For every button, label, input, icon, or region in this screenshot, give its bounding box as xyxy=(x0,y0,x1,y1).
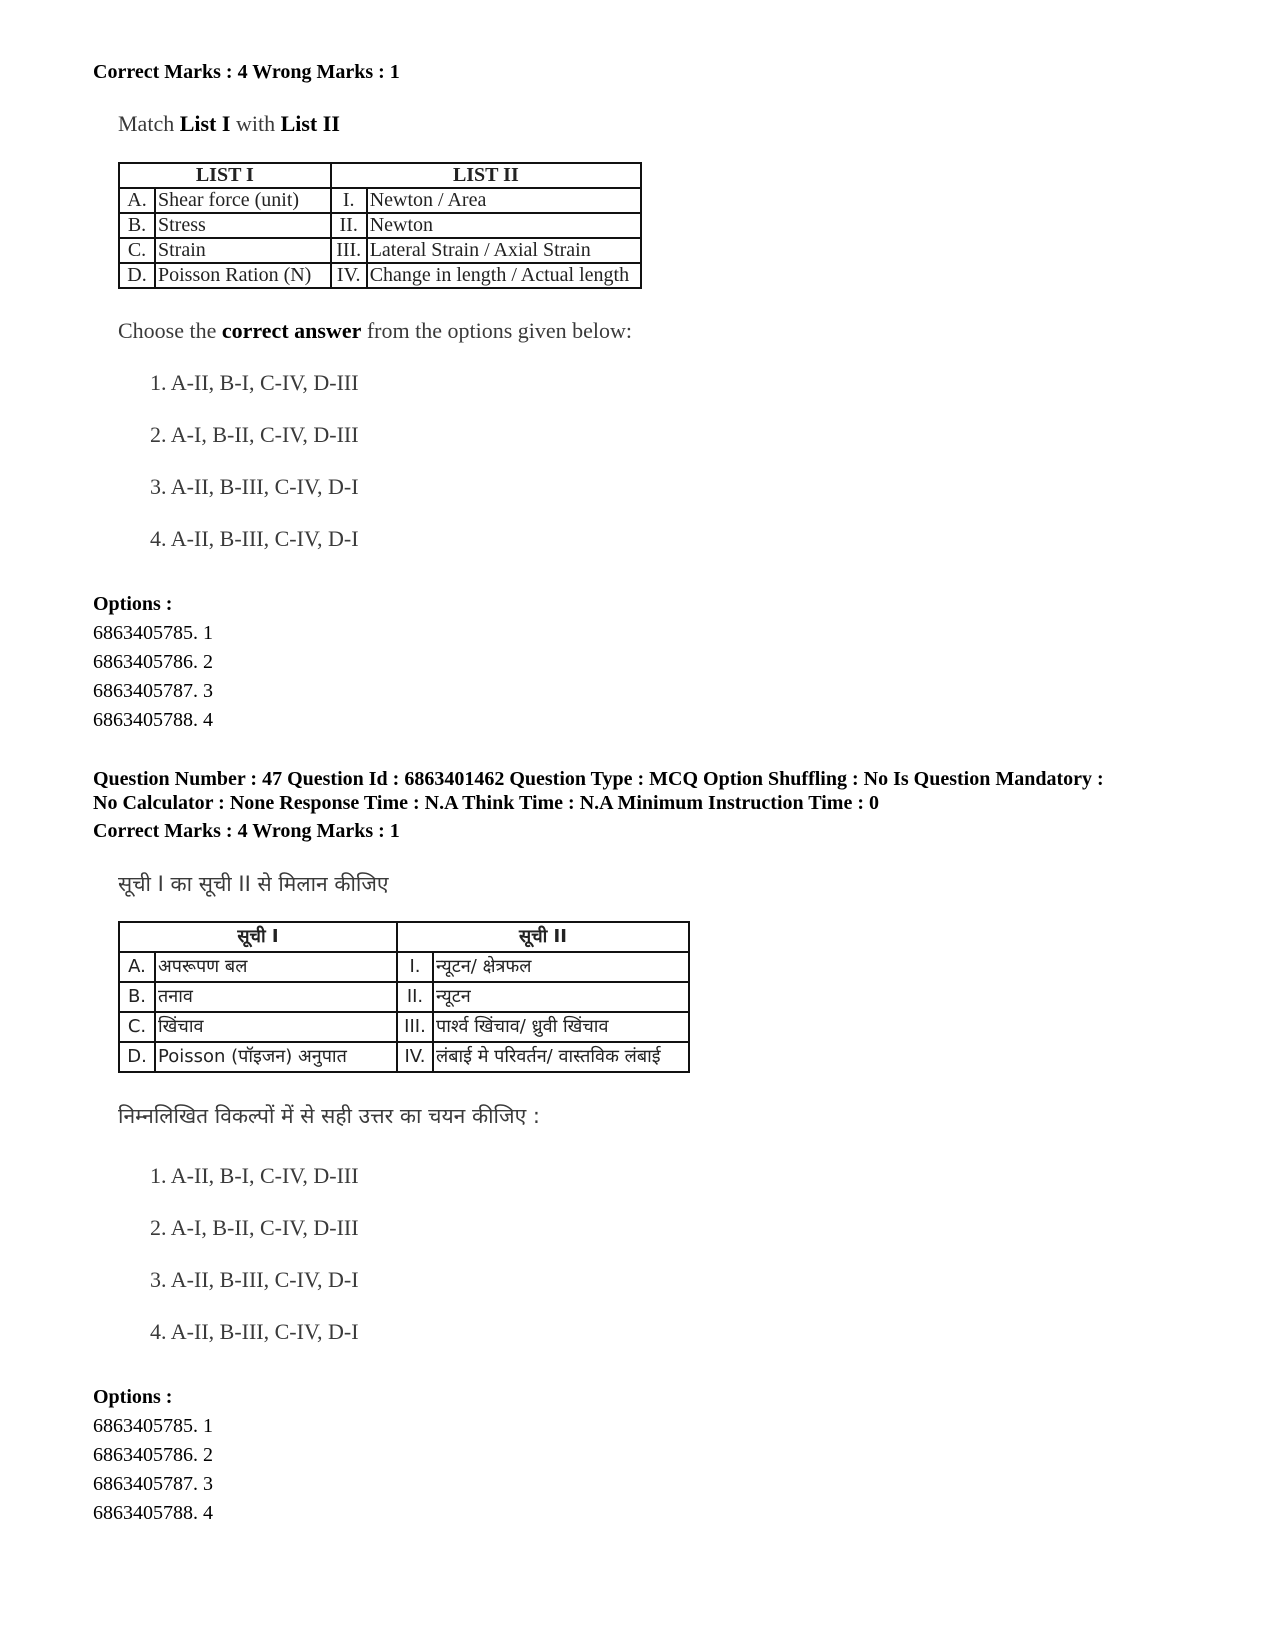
row-list2-item: Newton xyxy=(367,213,641,238)
row-numeral: I. xyxy=(397,952,433,982)
options-list xyxy=(93,1412,213,1528)
row-list1-item: Strain xyxy=(155,238,331,263)
answer-choice: 4. A-II, B-III, C-IV, D-I xyxy=(150,526,359,551)
table-row xyxy=(119,1012,689,1042)
match-table xyxy=(118,162,642,289)
question-intro xyxy=(118,111,340,137)
row-list1-item: Poisson (पॉइजन) अनुपात xyxy=(155,1042,397,1072)
answer-choice: 1. A-II, B-I, C-IV, D-III xyxy=(150,1163,359,1188)
table-row xyxy=(119,263,641,288)
row-letter: D. xyxy=(119,263,155,288)
answer-choice: 3. A-II, B-III, C-IV, D-I xyxy=(150,474,359,499)
option-item: 6863405786. 2 xyxy=(93,651,213,673)
row-numeral: II. xyxy=(397,982,433,1012)
option-item: 6863405785. 1 xyxy=(93,1415,213,1437)
table-header-list2: सूची II xyxy=(397,922,689,952)
table-header-list1: LIST I xyxy=(119,163,331,188)
row-numeral: III. xyxy=(331,238,367,263)
row-letter: B. xyxy=(119,213,155,238)
row-numeral: I. xyxy=(331,188,367,213)
intro-pre: Match xyxy=(118,111,180,136)
intro-mid: with xyxy=(230,111,281,136)
intro-bold-1: List I xyxy=(179,111,231,136)
answer-choice: 3. A-II, B-III, C-IV, D-I xyxy=(150,1267,359,1292)
row-numeral: II. xyxy=(331,213,367,238)
question-header-line1: Question Number : 47 Question Id : 6863401462 Question Type : MCQ Option Shuffling : No Is Question Mandatory : xyxy=(93,768,1104,790)
options-list xyxy=(93,619,213,735)
option-item: 6863405788. 4 xyxy=(93,1502,213,1524)
answer-choice: 2. A-I, B-II, C-IV, D-III xyxy=(150,1215,359,1240)
intro-bold-2: List II xyxy=(280,111,340,136)
row-list2-item: Lateral Strain / Axial Strain xyxy=(367,238,641,263)
options-label: Options : xyxy=(93,1386,173,1408)
row-list2-item: न्यूटन xyxy=(433,982,689,1012)
row-numeral: IV. xyxy=(331,263,367,288)
marks-line: Correct Marks : 4 Wrong Marks : 1 xyxy=(93,820,400,842)
row-letter: A. xyxy=(119,188,155,213)
answer-choice: 1. A-II, B-I, C-IV, D-III xyxy=(150,370,359,395)
table-header-row xyxy=(119,922,689,952)
question-header-line2: No Calculator : None Response Time : N.A Think Time : N.A Minimum Instruction Time : 0 xyxy=(93,792,879,814)
row-list1-item: Stress xyxy=(155,213,331,238)
marks-line: Correct Marks : 4 Wrong Marks : 1 xyxy=(93,61,400,83)
row-letter: C. xyxy=(119,1012,155,1042)
table-header-row xyxy=(119,163,641,188)
choose-post: from the options given below: xyxy=(361,318,633,343)
row-list2-item: पार्श्व खिंचाव/ ध्रुवी खिंचाव xyxy=(433,1012,689,1042)
row-list1-item: खिंचाव xyxy=(155,1012,397,1042)
table-row xyxy=(119,238,641,263)
choose-pre: Choose the xyxy=(118,318,222,343)
choose-instruction-hindi: निम्नलिखित विकल्पों में से सही उत्तर का चयन कीजिए : xyxy=(118,1104,540,1128)
row-letter: D. xyxy=(119,1042,155,1072)
table-header-list1: सूची I xyxy=(119,922,397,952)
row-list2-item: Newton / Area xyxy=(367,188,641,213)
row-list1-item: Poisson Ration (N) xyxy=(155,263,331,288)
table-header-list2: LIST II xyxy=(331,163,641,188)
row-numeral: IV. xyxy=(397,1042,433,1072)
row-list2-item: लंबाई मे परिवर्तन/ वास्तविक लंबाई xyxy=(433,1042,689,1072)
option-item: 6863405786. 2 xyxy=(93,1444,213,1466)
row-numeral: III. xyxy=(397,1012,433,1042)
row-list1-item: Shear force (unit) xyxy=(155,188,331,213)
question-intro-hindi: सूची I का सूची II से मिलान कीजिए xyxy=(118,872,389,896)
choose-instruction xyxy=(118,318,632,344)
answer-choice: 4. A-II, B-III, C-IV, D-I xyxy=(150,1319,359,1344)
match-table-hindi xyxy=(118,921,690,1073)
table-row xyxy=(119,213,641,238)
table-row xyxy=(119,982,689,1012)
row-list2-item: न्यूटन/ क्षेत्रफल xyxy=(433,952,689,982)
option-item: 6863405788. 4 xyxy=(93,709,213,731)
option-item: 6863405787. 3 xyxy=(93,1473,213,1495)
row-list1-item: अपरूपण बल xyxy=(155,952,397,982)
options-label: Options : xyxy=(93,593,173,615)
table-row xyxy=(119,952,689,982)
row-list1-item: तनाव xyxy=(155,982,397,1012)
option-item: 6863405787. 3 xyxy=(93,680,213,702)
row-list2-item: Change in length / Actual length xyxy=(367,263,641,288)
row-letter: C. xyxy=(119,238,155,263)
row-letter: A. xyxy=(119,952,155,982)
table-row xyxy=(119,188,641,213)
table-row xyxy=(119,1042,689,1072)
option-item: 6863405785. 1 xyxy=(93,622,213,644)
row-letter: B. xyxy=(119,982,155,1012)
choose-bold: correct answer xyxy=(221,318,362,343)
answer-choice: 2. A-I, B-II, C-IV, D-III xyxy=(150,422,359,447)
